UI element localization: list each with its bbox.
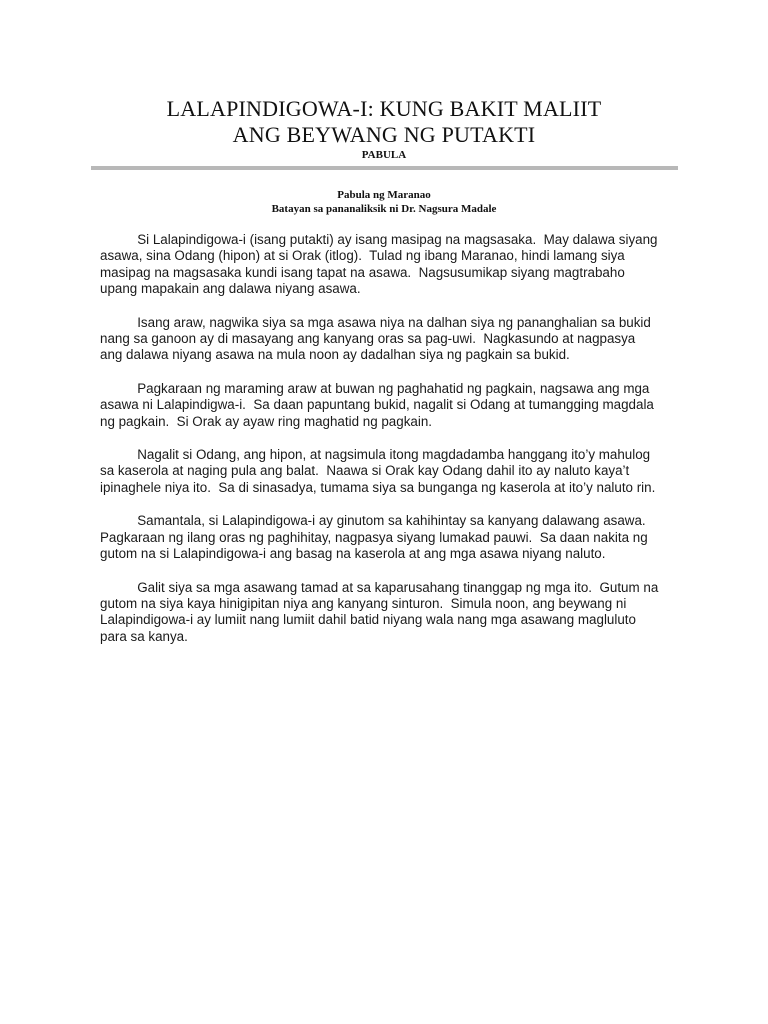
paragraph-line: Galit siya sa mga asawang tamad at sa kaparusahang tinanggap ng mga ito. Gutum na	[100, 579, 659, 595]
paragraph	[100, 447, 680, 496]
paragraph	[100, 513, 680, 562]
paragraph-line: nang sa ganoon ay di masayang ang kanyang oras sa pag-uwi. Nagkasundo at nagpasya	[100, 331, 636, 347]
paragraph-line: para sa kanya.	[100, 628, 188, 644]
title-line-2: ANG BEYWANG NG PUTAKTI	[232, 122, 536, 147]
paragraph	[100, 580, 680, 646]
paragraph-line: asawa ni Lalapindigwa-i. Sa daan papuntang bukid, nagalit si Odang at tumangging magdala	[100, 397, 654, 413]
paragraph	[100, 232, 680, 298]
paragraph	[100, 315, 680, 364]
paragraph-line: Samantala, si Lalapindigowa-i ay ginutom sa kahihintay sa kanyang dalawang asawa.	[100, 513, 646, 529]
paragraph-line: Lalapindigowa-i ay lumiit nang lumiit dahil batid niyang wala nang mga asawang magluluto	[100, 612, 636, 628]
story-body	[100, 232, 680, 662]
paragraph-line: upang mapakain ang dalawa niyang asawa.	[100, 281, 361, 297]
paragraph-line: asawa, sina Odang (hipon) at si Orak (itlog). Tulad ng ibang Maranao, hindi lamang siya	[100, 248, 625, 264]
paragraph-line: Isang araw, nagwika siya sa mga asawa niya na dalhan siya ng pananghalian sa bukid	[100, 314, 651, 330]
paragraph-line: gutom na si Lalapindigowa-i ang basag na kaserola at ang mga asawa niyang naluto.	[100, 546, 606, 562]
paragraph-line: sa kaserola at naging pula ang balat. Naawa si Orak kay Odang dahil ito ay naluto kaya’t	[100, 463, 630, 479]
paragraph-line: Si Lalapindigowa-i (isang putakti) ay isang masipag na magsasaka. May dalawa siyang	[100, 232, 658, 247]
paragraph-line: masipag na magsasaka kundi isang tapat na asawa. Nagsusumikap siyang magtrabaho	[100, 264, 625, 280]
paragraph-line: Nagalit si Odang, ang hipon, at nagsimula itong magdadamba hanggang ito’y mahulog	[100, 447, 651, 463]
paragraph-line: ang dalawa niyang asawa na mula noon ay dadalhan siya ng pagkain sa bukid.	[100, 347, 570, 363]
source-line-1: Pabula ng Maranao	[337, 189, 431, 201]
horizontal-rule	[91, 166, 678, 170]
title-line-1: LALAPINDIGOWA-I: KUNG BAKIT MALIIT	[166, 96, 602, 121]
paragraph-line: ng pagkain. Si Orak ay ayaw ring maghatid ng pagkain.	[100, 413, 432, 429]
source-line-2: Batayan sa pananaliksik ni Dr. Nagsura Madale	[271, 203, 497, 215]
paragraph-line: Pagkaraan ng maraming araw at buwan ng paghahatid ng pagkain, nagsawa ang mga	[100, 380, 650, 396]
paragraph-line: ipinaghele niya ito. Sa di sinasadya, tumama siya sa bunganga ng kaserola at ito’y naluto rin.	[100, 479, 656, 495]
paragraph-line: gutom na siya kaya hinigipitan niya ang kanyang sinturon. Simula noon, ang beywang ni	[100, 595, 627, 611]
genre-subtitle: PABULA	[361, 149, 407, 161]
paragraph	[100, 381, 680, 430]
paragraph-line: Pagkaraan ng ilang oras ng paghihitay, nagpasya siyang lumakad pauwi. Sa daan nakita ng	[100, 529, 648, 545]
